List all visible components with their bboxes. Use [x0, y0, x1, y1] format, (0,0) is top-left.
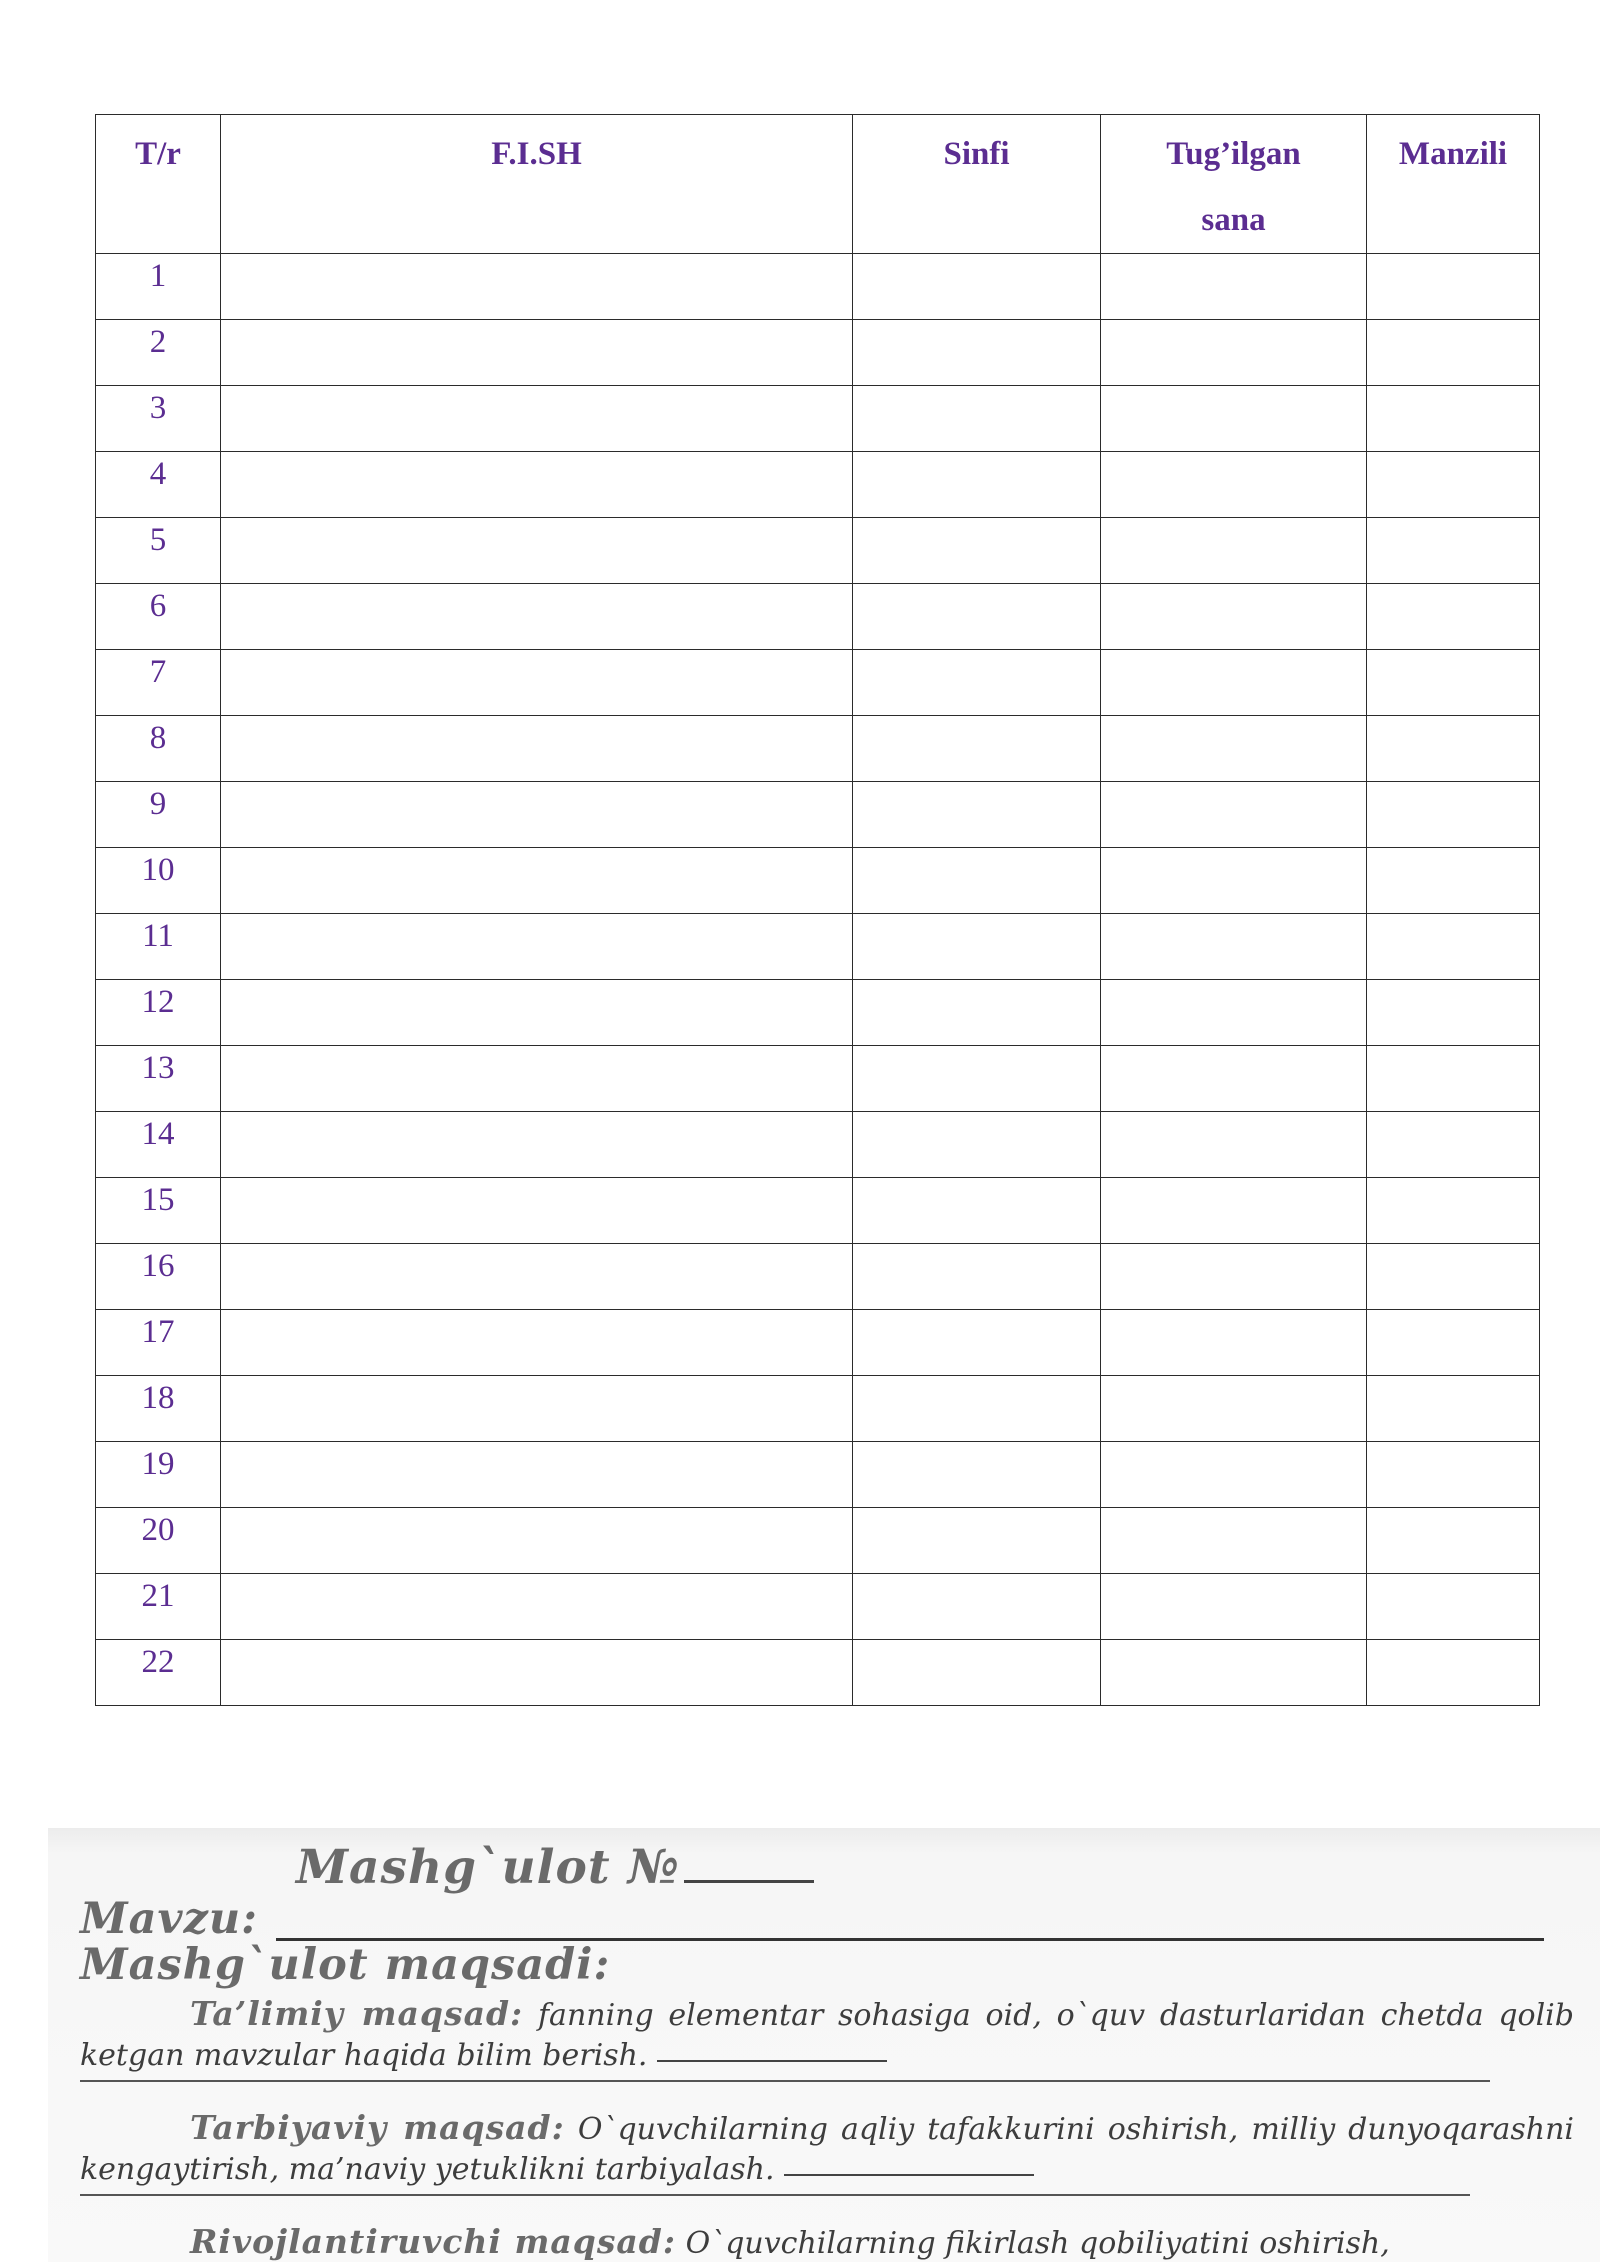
table-row	[96, 1640, 1540, 1706]
sinfi-cell	[853, 650, 1101, 716]
sinfi-cell	[853, 980, 1101, 1046]
table-row	[96, 1442, 1540, 1508]
manzili-cell	[1367, 452, 1540, 518]
developmental-goal-text: O`quvchilarning fikirlash qobiliyatini oshirish,	[685, 2226, 1390, 2261]
fish-cell	[221, 650, 853, 716]
educational-goal-label: Ta’limiy maqsad:	[190, 1994, 524, 2033]
manzili-cell	[1367, 1574, 1540, 1640]
fish-cell	[221, 584, 853, 650]
table-row	[96, 650, 1540, 716]
tugilgan-sana-cell	[1101, 452, 1367, 518]
fish-cell	[221, 782, 853, 848]
fish-cell	[221, 1640, 853, 1706]
tugilgan-sana-cell	[1101, 584, 1367, 650]
tugilgan-sana-cell	[1101, 1574, 1367, 1640]
educational-goal-paragraph	[80, 1994, 1574, 2076]
table-row	[96, 980, 1540, 1046]
row-number-cell: 3	[96, 386, 221, 452]
sinfi-cell	[853, 254, 1101, 320]
tugilgan-sana-cell	[1101, 1310, 1367, 1376]
row-number-cell: 7	[96, 650, 221, 716]
upbringing-goal-text: O`quvchilarning aqliy tafakkurini oshirish, milliy dunyoqarashni kengaytirish, ma’naviy yetuklikni tarbiyalash.	[80, 2112, 1574, 2187]
row-number-cell: 6	[96, 584, 221, 650]
row-number-cell: 20	[96, 1508, 221, 1574]
fish-cell	[221, 518, 853, 584]
manzili-cell	[1367, 1244, 1540, 1310]
manzili-cell	[1367, 782, 1540, 848]
fish-cell	[221, 1574, 853, 1640]
sinfi-cell	[853, 716, 1101, 782]
row-number-cell: 18	[96, 1376, 221, 1442]
row-number-cell: 9	[96, 782, 221, 848]
table-body	[96, 254, 1540, 1706]
sinfi-cell	[853, 584, 1101, 650]
row-number-cell: 22	[96, 1640, 221, 1706]
manzili-cell	[1367, 848, 1540, 914]
tugilgan-sana-cell	[1101, 716, 1367, 782]
table-row	[96, 716, 1540, 782]
manzili-cell	[1367, 914, 1540, 980]
fish-cell	[221, 254, 853, 320]
student-roster-table	[95, 114, 1540, 1706]
sinfi-cell	[853, 1508, 1101, 1574]
header-sinfi: Sinfi	[853, 115, 1101, 254]
developmental-goal-label: Rivojlantiruvchi maqsad:	[190, 2222, 677, 2261]
fish-cell	[221, 1244, 853, 1310]
header-tugilgan-line1: Tug’ilgan	[1166, 136, 1301, 172]
manzili-cell	[1367, 1376, 1540, 1442]
sinfi-cell	[853, 320, 1101, 386]
lesson-number-label: Mashg`ulot №	[296, 1840, 681, 1895]
tugilgan-sana-cell	[1101, 386, 1367, 452]
table-row	[96, 914, 1540, 980]
row-number-cell: 4	[96, 452, 221, 518]
table-row	[96, 782, 1540, 848]
manzili-cell	[1367, 584, 1540, 650]
header-tugilgan-sana	[1101, 115, 1367, 254]
tugilgan-sana-cell	[1101, 848, 1367, 914]
lesson-number-heading	[296, 1840, 814, 1895]
fish-cell	[221, 1310, 853, 1376]
table-row	[96, 518, 1540, 584]
fish-cell	[221, 1178, 853, 1244]
table-row	[96, 848, 1540, 914]
manzili-cell	[1367, 980, 1540, 1046]
tugilgan-sana-cell	[1101, 1178, 1367, 1244]
manzili-cell	[1367, 1508, 1540, 1574]
row-number-cell: 8	[96, 716, 221, 782]
tugilgan-sana-cell	[1101, 980, 1367, 1046]
tugilgan-sana-cell	[1101, 254, 1367, 320]
header-manzili: Manzili	[1367, 115, 1540, 254]
sinfi-cell	[853, 848, 1101, 914]
manzili-cell	[1367, 1310, 1540, 1376]
fish-cell	[221, 452, 853, 518]
row-number-cell: 13	[96, 1046, 221, 1112]
sinfi-cell	[853, 914, 1101, 980]
fish-cell	[221, 716, 853, 782]
tugilgan-sana-cell	[1101, 320, 1367, 386]
header-fish: F.I.SH	[221, 115, 853, 254]
sinfi-cell	[853, 1442, 1101, 1508]
upbringing-goal-blank	[784, 2166, 1034, 2176]
manzili-cell	[1367, 1046, 1540, 1112]
row-number-cell: 2	[96, 320, 221, 386]
tugilgan-sana-cell	[1101, 1244, 1367, 1310]
sinfi-cell	[853, 1376, 1101, 1442]
table-header-row	[96, 115, 1540, 254]
tugilgan-sana-cell	[1101, 1046, 1367, 1112]
sinfi-cell	[853, 1640, 1101, 1706]
topic-label: Mavzu:	[80, 1894, 258, 1944]
tugilgan-sana-cell	[1101, 518, 1367, 584]
educational-goal-text: fanning elementar sohasiga oid, o`quv dasturlaridan chetda qolib ketgan mavzular haqida bilim berish.	[80, 1998, 1574, 2073]
sinfi-cell	[853, 1046, 1101, 1112]
tugilgan-sana-cell	[1101, 1376, 1367, 1442]
fish-cell	[221, 848, 853, 914]
educational-goal-blank	[657, 2052, 887, 2062]
fish-cell	[221, 1046, 853, 1112]
tugilgan-sana-cell	[1101, 1442, 1367, 1508]
fish-cell	[221, 980, 853, 1046]
table-row	[96, 386, 1540, 452]
table-row	[96, 254, 1540, 320]
tugilgan-sana-cell	[1101, 1508, 1367, 1574]
sinfi-cell	[853, 1112, 1101, 1178]
manzili-cell	[1367, 650, 1540, 716]
manzili-cell	[1367, 518, 1540, 584]
sinfi-cell	[853, 386, 1101, 452]
manzili-cell	[1367, 1442, 1540, 1508]
row-number-cell: 19	[96, 1442, 221, 1508]
fish-cell	[221, 1442, 853, 1508]
row-number-cell: 10	[96, 848, 221, 914]
tugilgan-sana-cell	[1101, 1640, 1367, 1706]
fish-cell	[221, 386, 853, 452]
table-row	[96, 1178, 1540, 1244]
sinfi-cell	[853, 1310, 1101, 1376]
developmental-goal-paragraph	[80, 2222, 1574, 2262]
fish-cell	[221, 320, 853, 386]
table-row	[96, 1046, 1540, 1112]
upbringing-goal-rule	[80, 2194, 1470, 2196]
manzili-cell	[1367, 1112, 1540, 1178]
manzili-cell	[1367, 254, 1540, 320]
sinfi-cell	[853, 1574, 1101, 1640]
table-row	[96, 1574, 1540, 1640]
tugilgan-sana-cell	[1101, 782, 1367, 848]
manzili-cell	[1367, 320, 1540, 386]
lesson-number-blank	[684, 1870, 814, 1883]
manzili-cell	[1367, 1178, 1540, 1244]
manzili-cell	[1367, 1640, 1540, 1706]
table-row	[96, 320, 1540, 386]
row-number-cell: 5	[96, 518, 221, 584]
educational-goal-rule	[80, 2080, 1490, 2082]
table-row	[96, 452, 1540, 518]
table-row	[96, 1244, 1540, 1310]
sinfi-cell	[853, 1178, 1101, 1244]
sinfi-cell	[853, 1244, 1101, 1310]
row-number-cell: 17	[96, 1310, 221, 1376]
row-number-cell: 12	[96, 980, 221, 1046]
scanned-lesson-plan	[48, 1828, 1600, 2262]
header-tugilgan-line2: sana	[1201, 202, 1266, 238]
row-number-cell: 11	[96, 914, 221, 980]
fish-cell	[221, 1376, 853, 1442]
sinfi-cell	[853, 518, 1101, 584]
lesson-goals-heading: Mashg`ulot maqsadi:	[80, 1940, 611, 1990]
fish-cell	[221, 1112, 853, 1178]
manzili-cell	[1367, 716, 1540, 782]
upbringing-goal-label: Tarbiyaviy maqsad:	[190, 2108, 565, 2147]
fish-cell	[221, 1508, 853, 1574]
upbringing-goal-paragraph	[80, 2108, 1574, 2190]
table-row	[96, 1508, 1540, 1574]
table-row	[96, 1376, 1540, 1442]
table-row	[96, 1112, 1540, 1178]
manzili-cell	[1367, 386, 1540, 452]
header-tr: T/r	[96, 115, 221, 254]
tugilgan-sana-cell	[1101, 650, 1367, 716]
row-number-cell: 1	[96, 254, 221, 320]
table-row	[96, 1310, 1540, 1376]
row-number-cell: 15	[96, 1178, 221, 1244]
fish-cell	[221, 914, 853, 980]
row-number-cell: 16	[96, 1244, 221, 1310]
row-number-cell: 14	[96, 1112, 221, 1178]
sinfi-cell	[853, 782, 1101, 848]
tugilgan-sana-cell	[1101, 914, 1367, 980]
tugilgan-sana-cell	[1101, 1112, 1367, 1178]
sinfi-cell	[853, 452, 1101, 518]
row-number-cell: 21	[96, 1574, 221, 1640]
table-row	[96, 584, 1540, 650]
